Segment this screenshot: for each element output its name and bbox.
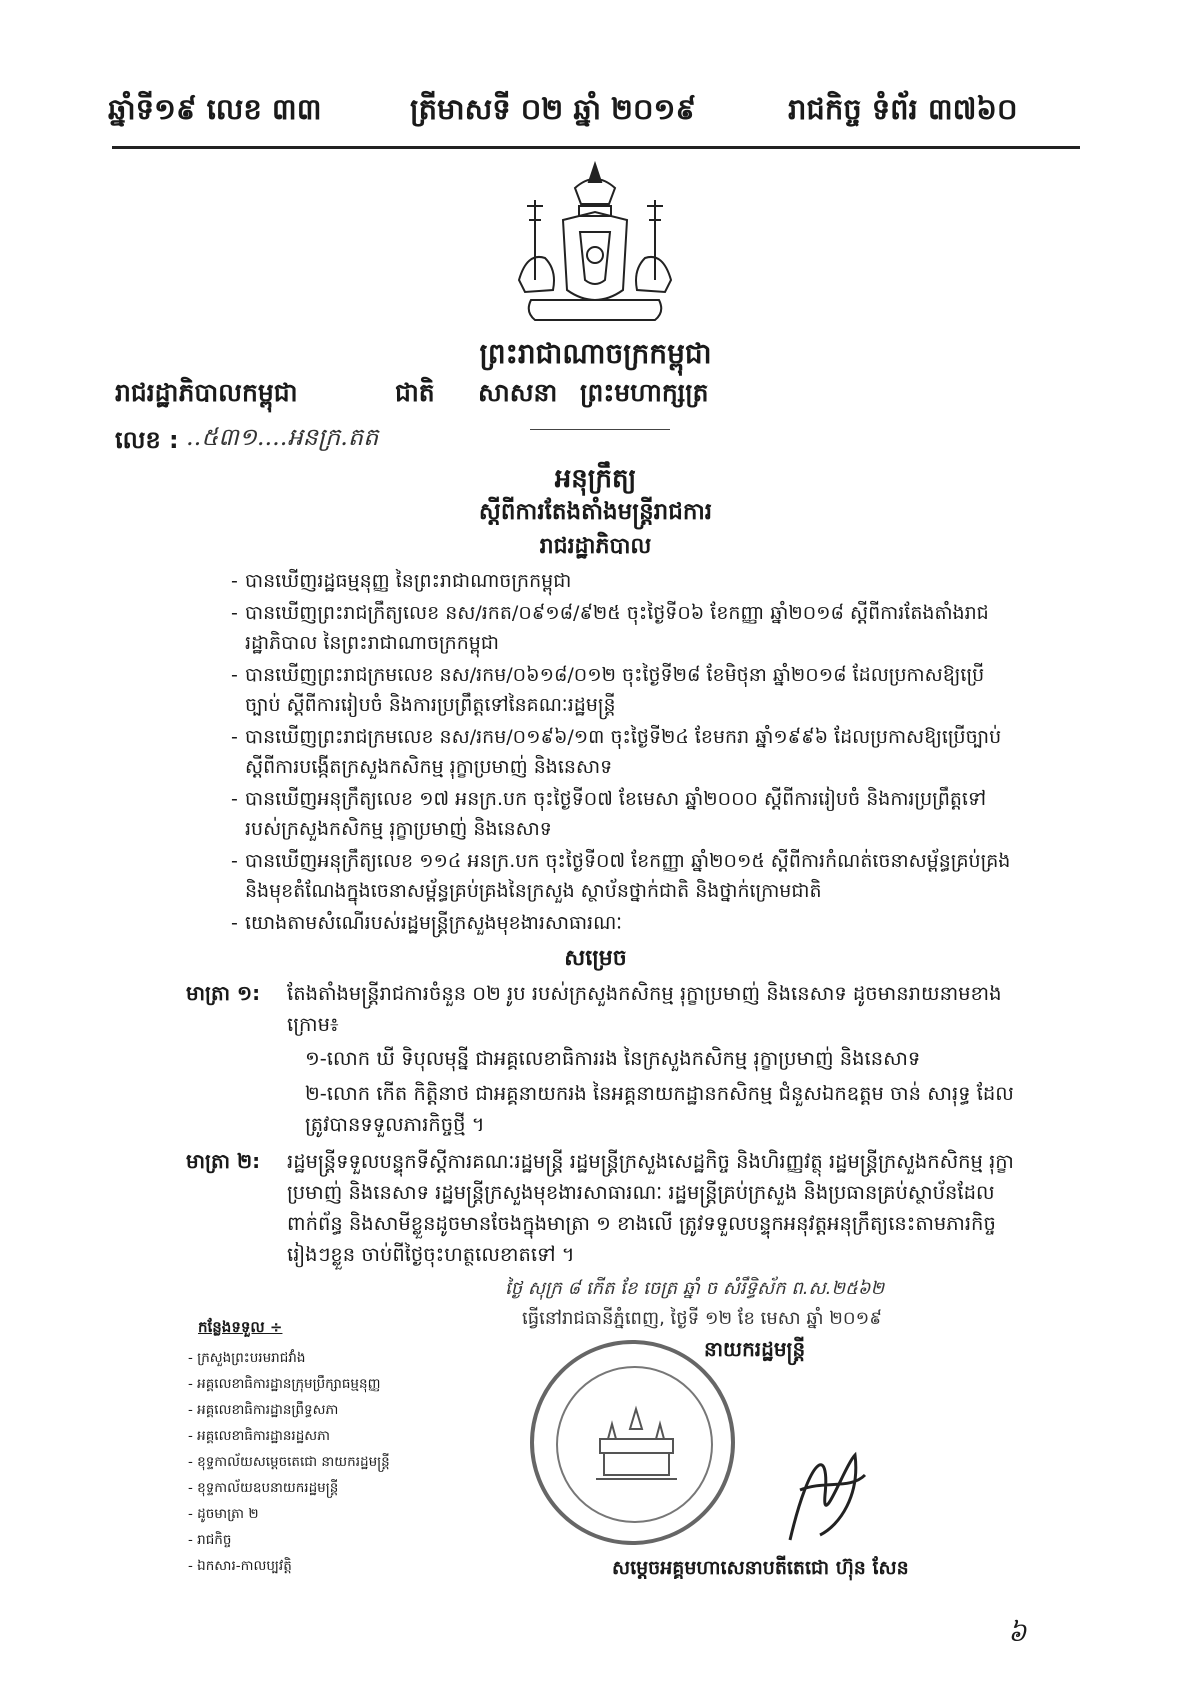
place-and-date: ធ្វើនៅរាជធានីភ្នំពេញ, ថ្ងៃទី ១២ ខែ មេសា ឆ្នាំ ២០១៩ bbox=[522, 1308, 882, 1329]
document-number-label: លេខ : bbox=[115, 426, 179, 454]
preamble-item: - បានឃើញរដ្ឋធម្មនុញ្ញ នៃព្រះរាជាណាចក្រកម្ពុជា bbox=[231, 570, 572, 592]
preamble-item: - បានឃើញព្រះរាជក្រឹត្យលេខ នស/រកត/០៩១៨/៩២៥ ចុះថ្ងៃទី០៦ ខែកញ្ញា ឆ្នាំ២០១៨ ស្ដីពីការតែងតាំងរាជរដ្ឋាភិបាល នៃព្រះរាជាណាចក្រកម្ពុជា bbox=[231, 602, 989, 654]
article-1-item: ២-លោក កើត កិត្តិនាថ ជាអគ្គនាយករង នៃអគ្គនាយកដ្ឋានកសិកម្ម ជំនួសឯកឧត្តម ចាន់ សារុទ្ធ ដែលត្រូវបានទទួលភារកិច្ចថ្មី ។ bbox=[305, 1082, 1014, 1136]
signature-icon bbox=[770, 1435, 880, 1550]
lunar-date: ថ្ងៃ សុក្រ ៨ កើត ខែ ចេត្រ ឆ្នាំ ច សំរឹទ្ធិស័ក ព.ស.២៥៦២ bbox=[505, 1278, 885, 1299]
kingdom-heading: ព្រះរាជាណាចក្រកម្ពុជា bbox=[479, 337, 712, 370]
government-name: រាជរដ្ឋាភិបាលកម្ពុជា bbox=[115, 378, 298, 407]
page-mark: ៦ bbox=[1008, 1618, 1027, 1648]
royal-arms-emblem-icon bbox=[505, 160, 685, 335]
header-issue: ឆ្នាំទី១៩ លេខ ៣៣ bbox=[108, 92, 322, 126]
recipient-item: - អគ្គលេខាធិការដ្ឋានក្រុមប្រឹក្សាធម្មនុញ្ញ bbox=[188, 1376, 381, 1392]
signatory-position: នាយករដ្ឋមន្ត្រី bbox=[704, 1337, 806, 1361]
recipient-item: - អគ្គលេខាធិការដ្ឋានរដ្ឋសភា bbox=[188, 1428, 330, 1444]
decides-heading: សម្រេច bbox=[564, 946, 627, 971]
decree-title: អនុក្រឹត្យ bbox=[554, 464, 637, 494]
article-1-text: តែងតាំងមន្ត្រីរាជការចំនួន ០២ រូប របស់ក្រសួងកសិកម្ម រុក្ខាប្រមាញ់ និងនេសាទ ដូចមានរាយនាមខាងក្រោម៖ bbox=[287, 982, 1002, 1036]
motto-king: ព្រះមហាក្សត្រ bbox=[580, 378, 709, 407]
recipient-item: - ខុទ្ទកាល័យសម្ដេចតេជោ នាយករដ្ឋមន្ត្រី bbox=[188, 1454, 390, 1470]
preamble-item: - យោងតាមសំណើរបស់រដ្ឋមន្ត្រីក្រសួងមុខងារសាធារណៈ bbox=[231, 912, 623, 934]
recipient-item: - ដូចមាត្រា ២ bbox=[188, 1506, 259, 1522]
preamble-item: - បានឃើញព្រះរាជក្រមលេខ នស/រកម/០១៩៦/១៣ ចុះថ្ងៃទី២៤ ខែមករា ឆ្នាំ១៩៩៦ ដែលប្រកាសឱ្យប្រើច្បាប់ ស្ដីពីការបង្កើតក្រសួងកសិកម្ម រុក្ខាប្រមាញ់ និងនេសាទ bbox=[231, 726, 1002, 778]
motto-nation: ជាតិ bbox=[395, 378, 435, 407]
article-2-text: រដ្ឋមន្ត្រីទទួលបន្ទុកទីស្តីការគណៈរដ្ឋមន្ត្រី រដ្ឋមន្ត្រីក្រសួងសេដ្ឋកិច្ច និងហិរញ្ញវត្ថុ រដ្ឋមន្ត្រីក្រសួងកសិកម្ម រុក្ខាប្រមាញ់ និងនេសាទ រដ្ឋមន្ត្រីក្រសួងមុខងារសាធារណៈ រដ្ឋមន្ត្រីគ្រប់ក្រសួង និងប្រធានគ្រប់ស្ថាប័នដែលពាក់ព័ន្ធ និងសាមីខ្លួនដូចមានចែងក្នុងមាត្រា ១ ខាងលើ ត្រូវទទួលបន្ទុកអនុវត្តអនុក្រឹត្យនេះតាមភារកិច្ចរៀងៗខ្លួន ចាប់ពីថ្ងៃចុះហត្ថលេខាតទៅ ។ bbox=[287, 1150, 1014, 1266]
article-1-label: មាត្រា ១: bbox=[186, 981, 261, 1005]
preamble-item: - បានឃើញអនុក្រឹត្យលេខ ១១៤ អនក្រ.បក ចុះថ្ងៃទី០៧ ខែកញ្ញា ឆ្នាំ២០១៥ ស្ដីពីការកំណត់ចេនាសម្ព័ន្ធគ្រប់គ្រង និងមុខតំណែងក្នុងចេនាសម្ព័ន្ធគ្រប់គ្រងនៃក្រសួង ស្ថាប័នថ្នាក់ជាតិ និងថ្នាក់ក្រោមជាតិ bbox=[231, 850, 1011, 902]
header-page: រាជកិច្ច ទំព័រ ៣៧៦០ bbox=[788, 92, 1018, 126]
recipient-item: - ឯកសារ-កាលប្បវត្តិ bbox=[188, 1558, 292, 1574]
document-number-value: ..៥៣១....អនក្រ.តត bbox=[186, 423, 379, 451]
decree-issuer: រាជរដ្ឋាភិបាល bbox=[539, 534, 652, 559]
preamble-item: - បានឃើញអនុក្រឹត្យលេខ ១៧ អនក្រ.បក ចុះថ្ងៃទី០៧ ខែមេសា ឆ្នាំ២០០០ ស្ដីពីការរៀបចំ និងការប្រព្រឹត្តទៅរបស់ក្រសួងកសិកម្ម រុក្ខាប្រមាញ់ និងនេសាទ bbox=[231, 788, 987, 840]
recipient-item: - អគ្គលេខាធិការដ្ឋានព្រឹទ្ធសភា bbox=[188, 1402, 339, 1418]
header-rule bbox=[112, 146, 1080, 149]
header-date: ត្រីមាសទី ០២ ឆ្នាំ ២០១៩ bbox=[410, 92, 697, 126]
recipient-item: - ក្រសួងព្រះបរមរាជវាំង bbox=[188, 1350, 306, 1366]
signatory-name: សម្ដេចអគ្គមហាសេនាបតីតេជោ ហ៊ុន សែន bbox=[612, 1557, 909, 1579]
official-seal-icon bbox=[530, 1340, 735, 1545]
title-divider bbox=[530, 429, 670, 430]
article-2-label: មាត្រា ២: bbox=[186, 1149, 261, 1173]
decree-subject: ស្ដីពីការតែងតាំងមន្ត្រីរាជការ bbox=[478, 499, 713, 525]
angkor-wat-icon bbox=[594, 1404, 679, 1484]
recipient-item: - រាជកិច្ច bbox=[188, 1532, 232, 1548]
preamble-item: - បានឃើញព្រះរាជក្រមលេខ នស/រកម/០៦១៨/០១២ ចុះថ្ងៃទី២៨ ខែមិថុនា ឆ្នាំ២០១៨ ដែលប្រកាសឱ្យប្រើច្បាប់ ស្ដីពីការរៀបចំ និងការប្រព្រឹត្តទៅនៃគណៈរដ្ឋមន្ត្រី bbox=[231, 664, 985, 716]
article-1-item: ១-លោក ឃី ទិបុលមុន្នី ជាអគ្គលេខាធិការរង នៃក្រសួងកសិកម្ម រុក្ខាប្រមាញ់ និងនេសាទ bbox=[305, 1047, 921, 1070]
recipients-title: កន្លែងទទួល ÷ bbox=[198, 1318, 283, 1336]
recipient-item: - ខុទ្ទកាល័យឧបនាយករដ្ឋមន្ត្រី bbox=[188, 1480, 339, 1496]
motto-religion: សាសនា bbox=[478, 378, 558, 407]
